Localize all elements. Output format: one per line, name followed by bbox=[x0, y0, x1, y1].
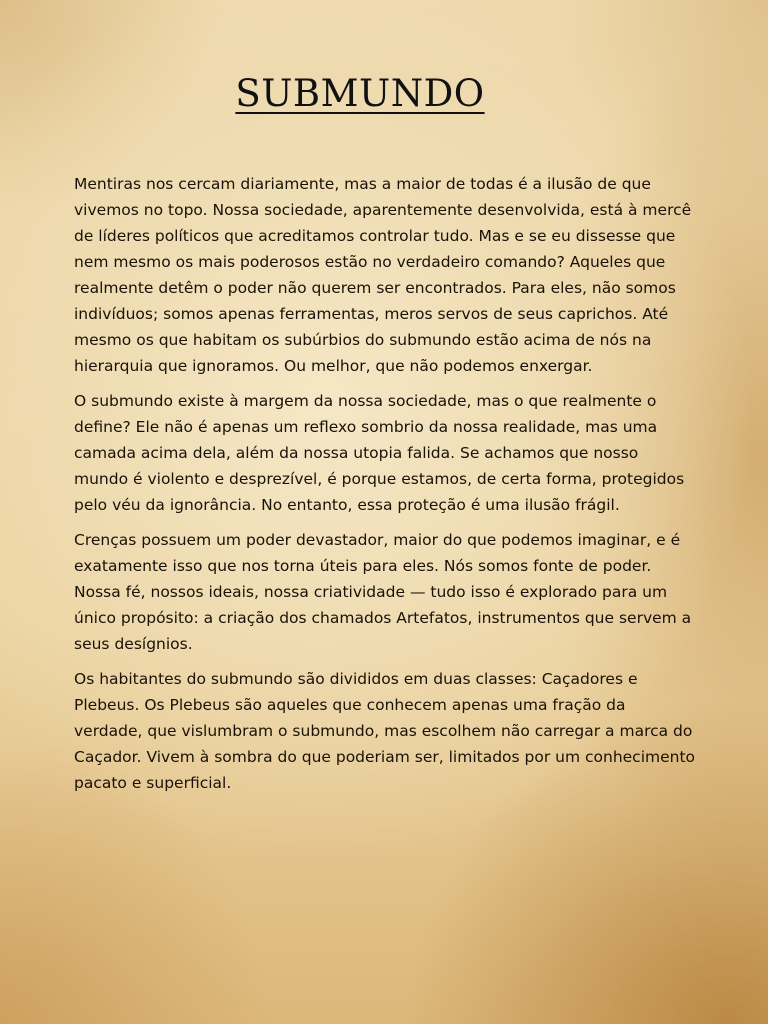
document-title bbox=[0, 72, 720, 115]
document-body bbox=[74, 171, 696, 805]
paragraph-3: Crenças possuem um poder devastador, maior do que podemos imaginar, e é exatamente isso que nos torna úteis para eles. Nós somos fonte de poder. Nossa fé, nossos ideais, nossa criatividade — tudo isso é explorado para um único propósito: a criação dos chamados Artefatos, instrumentos que servem a seus desígnios. bbox=[74, 531, 692, 653]
paragraph-1: Mentiras nos cercam diariamente, mas a maior de todas é a ilusão de que vivemos no topo. Nossa sociedade, aparentemente desenvolvida, está à mercê de líderes políticos que acreditamos controlar tudo. Mas e se eu dissesse que nem mesmo os mais poderosos estão no verdadeiro comando? Aqueles que realmente detêm o poder não querem ser encontrados. Para eles, não somos indivíduos; somos apenas ferramentas, meros servos de seus caprichos. Até mesmo os que habitam os subúrbios do submundo estão acima de nós na hierarquia que ignoramos. Ou melhor, que não podemos enxergar. bbox=[74, 175, 692, 375]
paragraph-4: Os habitantes do submundo são divididos em duas classes: Caçadores e Plebeus. Os Plebeus são aqueles que conhecem apenas uma fração da verdade, que vislumbram o submundo, mas escolhem não carregar a marca do Caçador. Vivem à sombra do que poderiam ser, limitados por um conhecimento pacato e superficial. bbox=[74, 670, 696, 792]
document-title-text: SUBMUNDO bbox=[235, 72, 485, 115]
paragraph-2: O submundo existe à margem da nossa sociedade, mas o que realmente o define? Ele não é apenas um reflexo sombrio da nossa realidade, mas uma camada acima dela, além da nossa utopia falida. Se achamos que nosso mundo é violento e desprezível, é porque estamos, de certa forma, protegidos pelo véu da ignorância. No entanto, essa proteção é uma ilusão frágil. bbox=[74, 392, 685, 514]
